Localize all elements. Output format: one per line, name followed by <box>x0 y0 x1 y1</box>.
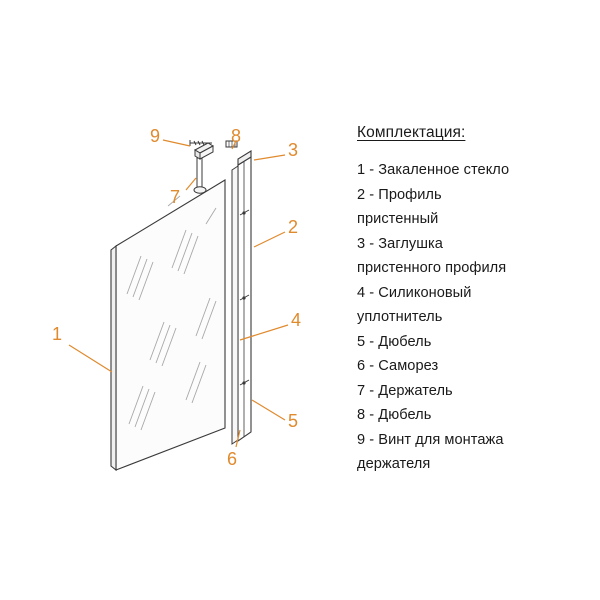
legend-item: 9 - Винт для монтажа <box>357 431 504 448</box>
callout-4: 4 <box>291 310 302 330</box>
legend-item: 4 - Силиконовый <box>357 284 472 301</box>
callout-7: 7 <box>170 187 181 207</box>
legend-item: 2 - Профиль <box>357 186 442 203</box>
legend-item: 8 - Дюбель <box>357 407 432 423</box>
callout-3: 3 <box>288 140 299 160</box>
legend-item: 1 - Закаленное стекло <box>357 162 510 178</box>
glass-panel-shape <box>111 180 225 470</box>
callout-8: 8 <box>231 126 242 146</box>
legend-item: уплотнитель <box>357 309 443 325</box>
callout-1: 1 <box>52 324 63 344</box>
callout-5: 5 <box>288 411 299 431</box>
legend-item: 3 - Заглушка <box>357 235 443 252</box>
legend-item: пристенного профиля <box>357 260 507 276</box>
legend-item: пристенный <box>357 211 439 227</box>
callout-6: 6 <box>227 449 238 469</box>
legend-list <box>357 158 592 477</box>
callout-9: 9 <box>150 126 161 146</box>
legend-item: 5 - Дюбель <box>357 333 432 350</box>
legend-title: Комплектация: <box>357 124 466 141</box>
holder-assembly-shape <box>190 140 237 193</box>
legend-item: 6 - Саморез <box>357 358 439 374</box>
wall-profile-shape <box>232 151 251 444</box>
legend-panel <box>357 124 592 477</box>
legend-item: 7 - Держатель <box>357 382 453 399</box>
callout-2: 2 <box>288 217 299 237</box>
legend-item: держателя <box>357 456 431 472</box>
